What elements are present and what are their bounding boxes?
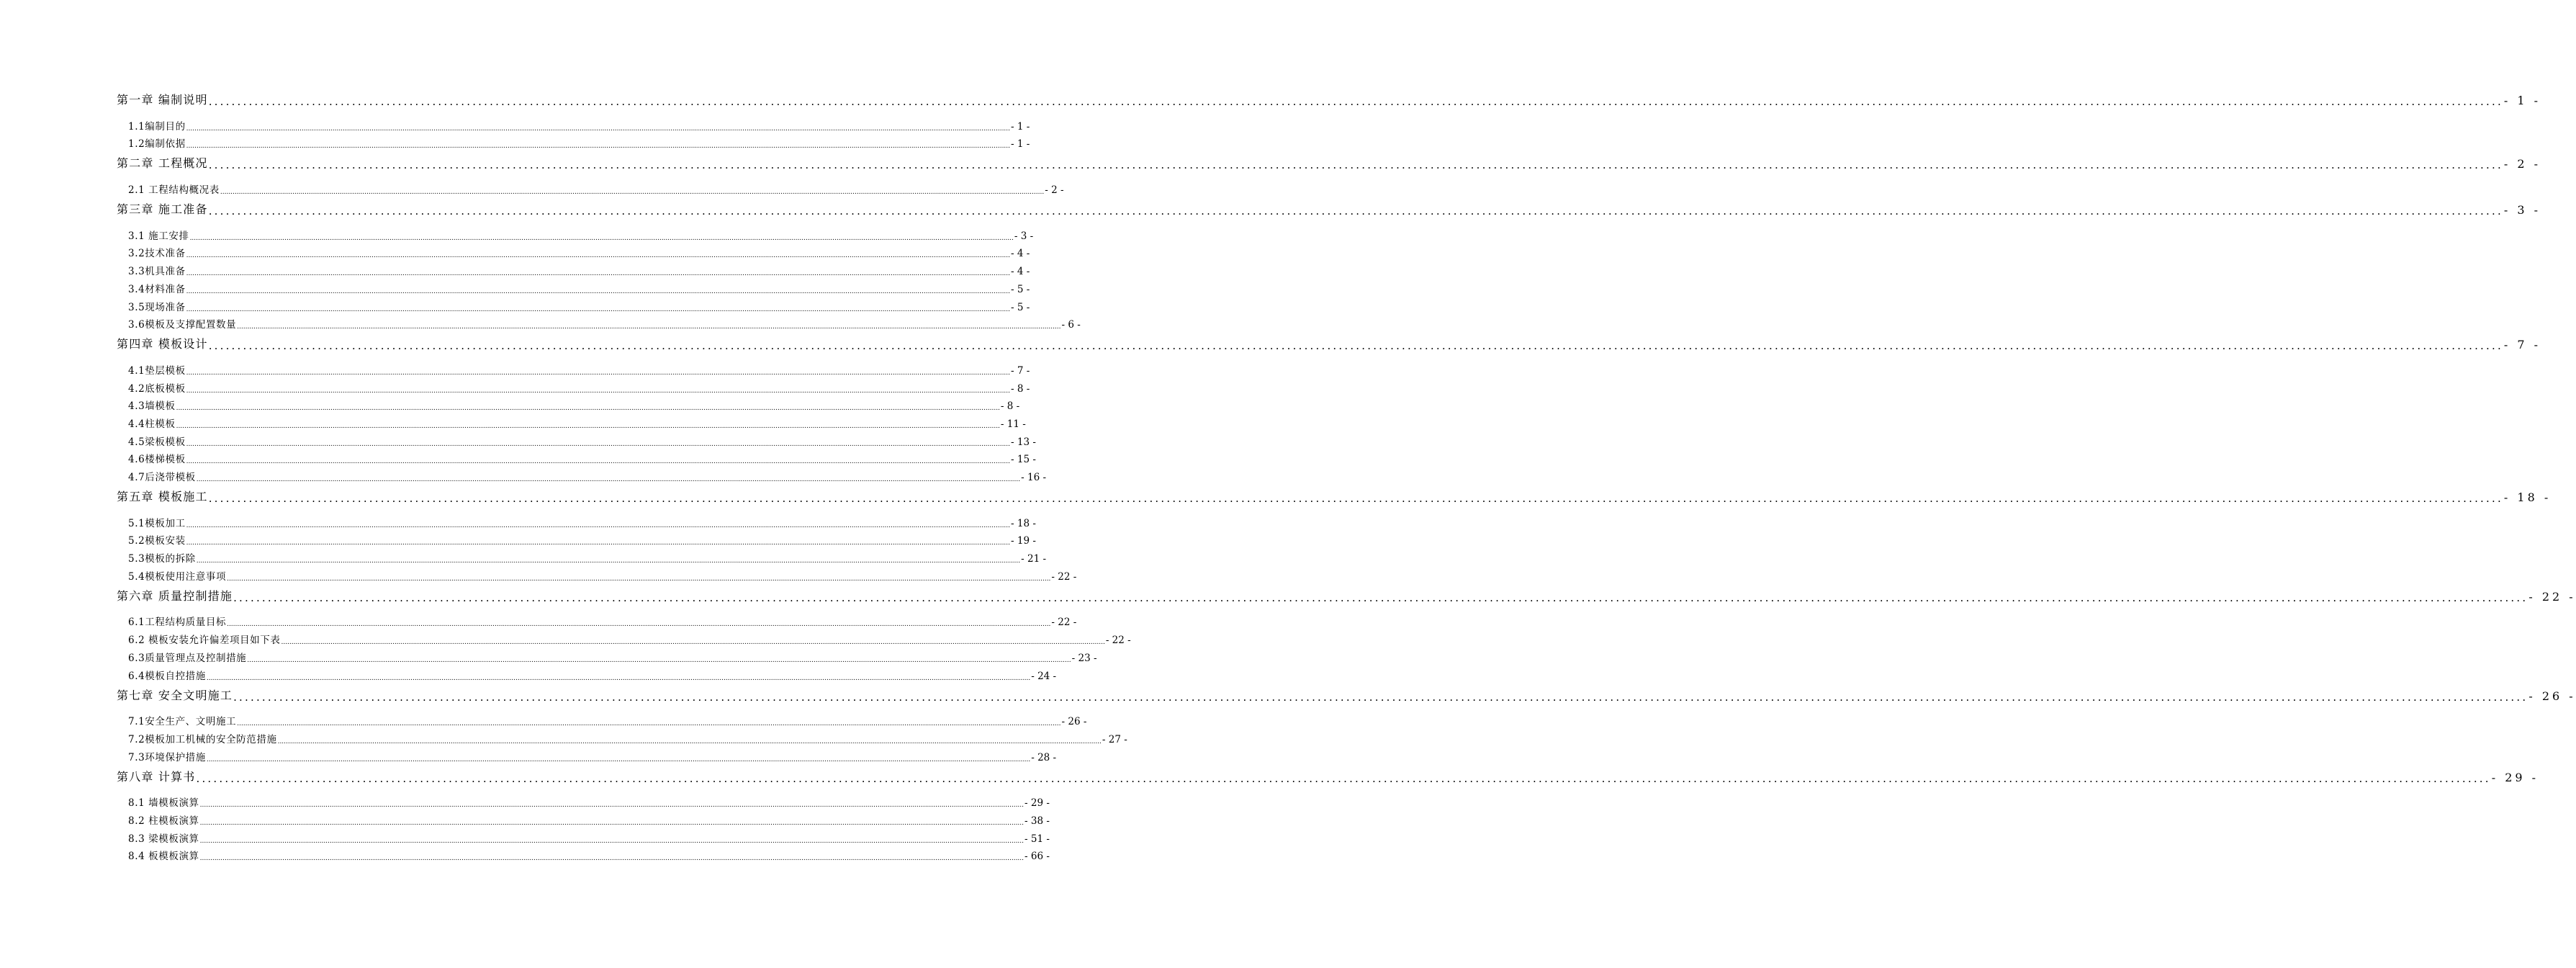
toc-entry-label: 第五章 模板施工 [117,490,208,503]
toc-entry-label: 4.6楼梯模板 [128,454,186,466]
toc-entry-page-number: - 24 - [1031,670,1057,682]
dot-leader: ................................................................................................................................................................................................................................................................................................................................................................................................................ [176,405,1000,413]
toc-entry-label: 8.2 柱模板演算 [128,815,199,827]
toc-entry-label: 第六章 质量控制措施 [117,588,233,603]
dot-leader: ................................................................................................................................................................................................................................................................................................................................................................................................................ [227,621,1051,629]
toc-entry-label: 4.4柱模板 [128,418,176,430]
toc-entry-label: 4.1垫层模板 [128,364,186,377]
toc-section-entry[interactable] [117,295,1030,313]
toc-entry-page-number: - 19 - [1011,535,1036,547]
toc-entry-page-number: - 26 - [2528,689,2576,703]
dot-leader: ................................................................................................................................................................................................................................................................................................................................................................................................................ [233,591,2528,604]
toc-entry-page-number: - 29 - [1024,797,1050,810]
toc-chapter-entry[interactable] [117,488,2552,505]
toc-section-entry[interactable] [117,809,1050,827]
toc-entry-page-number: - 6 - [1061,319,1081,331]
toc-section-entry[interactable] [117,242,1030,260]
toc-section-entry[interactable] [117,133,1030,151]
dot-leader: ................................................................................................................................................................................................................................................................................................................................................................................................................ [208,339,2503,353]
dot-leader: ................................................................................................................................................................................................................................................................................................................................................................................................................ [199,837,1024,845]
dot-leader: ................................................................................................................................................................................................................................................................................................................................................................................................................ [196,476,1021,483]
toc-entry-page-number: - 51 - [1024,833,1050,845]
toc-section-entry[interactable] [117,547,1047,565]
toc-entry-label: 7.3环境保护措施 [128,751,206,763]
dot-leader: ................................................................................................................................................................................................................................................................................................................................................................................................................ [186,458,1011,466]
dot-leader: ................................................................................................................................................................................................................................................................................................................................................................................................................ [237,720,1061,728]
dot-leader: ................................................................................................................................................................................................................................................................................................................................................................................................................ [176,422,1000,430]
toc-entry-label: 4.2底板模板 [128,382,186,395]
toc-entry-page-number: - 22 - [2528,589,2576,604]
toc-entry-page-number: - 3 - [2503,203,2541,218]
toc-entry-label: 5.1模板加工 [128,517,186,529]
dot-leader: ................................................................................................................................................................................................................................................................................................................................................................................................................ [186,440,1011,448]
toc-entry-label: 6.3质量管理点及控制措施 [128,652,247,664]
toc-entry-label: 3.5现场准备 [128,301,186,313]
dot-leader: ................................................................................................................................................................................................................................................................................................................................................................................................................ [208,95,2503,108]
toc-section-entry[interactable] [117,845,1050,863]
dot-leader: ................................................................................................................................................................................................................................................................................................................................................................................................................ [206,756,1031,763]
toc-section-entry[interactable] [117,511,1036,529]
toc-section-entry[interactable] [117,412,1026,430]
toc-entry-page-number: - 4 - [1011,248,1030,260]
toc-entry-label: 3.2技术准备 [128,248,186,260]
toc-section-entry[interactable] [117,277,1030,295]
dot-leader: ................................................................................................................................................................................................................................................................................................................................................................................................................ [186,252,1011,260]
toc-section-entry[interactable] [117,377,1030,395]
toc-chapter-entry[interactable] [117,154,2541,172]
toc-entry-label: 7.1安全生产、文明施工 [128,716,237,728]
toc-section-entry[interactable] [117,465,1047,483]
toc-entry-label: 3.1 施工安排 [128,230,189,242]
toc-section-entry[interactable] [117,565,1077,583]
toc-entry-page-number: - 1 - [2503,94,2541,107]
toc-entry-label: 5.2模板安装 [128,535,186,547]
toc-entry-label: 4.7后浇带模板 [128,472,196,483]
toc-section-entry[interactable] [117,224,1034,242]
dot-leader: ................................................................................................................................................................................................................................................................................................................................................................................................................ [237,323,1061,331]
toc-entry-page-number: - 66 - [1024,851,1050,863]
toc-section-entry[interactable] [117,430,1036,448]
toc-entry-label: 7.2模板加工机械的安全防范措施 [128,733,277,745]
toc-chapter-entry[interactable] [117,686,2576,704]
toc-section-entry[interactable] [117,710,1087,728]
toc-chapter-entry[interactable] [117,587,2576,604]
toc-entry-label: 5.4模板使用注意事项 [128,570,227,583]
toc-entry-label: 2.1 工程结构概况表 [128,184,220,197]
toc-section-entry[interactable] [117,313,1081,331]
toc-entry-page-number: - 28 - [1031,751,1057,763]
dot-leader: ................................................................................................................................................................................................................................................................................................................................................................................................................ [199,802,1024,810]
dot-leader: ................................................................................................................................................................................................................................................................................................................................................................................................................ [277,738,1102,745]
dot-leader: ................................................................................................................................................................................................................................................................................................................................................................................................................ [186,270,1011,278]
toc-entry-page-number: - 4 - [1011,266,1030,278]
dot-leader: ................................................................................................................................................................................................................................................................................................................................................................................................................ [199,855,1024,863]
toc-entry-page-number: - 27 - [1102,733,1127,745]
toc-entry-page-number: - 3 - [1014,230,1034,242]
toc-section-entry[interactable] [117,628,1131,647]
dot-leader: ................................................................................................................................................................................................................................................................................................................................................................................................................ [281,639,1105,647]
dot-leader: ................................................................................................................................................................................................................................................................................................................................................................................................................ [186,143,1011,151]
toc-entry-label: 第二章 工程概况 [117,156,208,171]
toc-entry-label: 6.2 模板安装允许偏差项目如下表 [128,635,281,647]
toc-entry-page-number: - 8 - [1000,400,1020,413]
toc-section-entry[interactable] [117,727,1127,745]
toc-entry-label: 第一章 编制说明 [117,93,208,107]
toc-entry-label: 8.1 墙模板演算 [128,797,199,810]
toc-section-entry[interactable] [117,259,1030,278]
toc-entry-page-number: - 11 - [1000,418,1026,430]
toc-section-entry[interactable] [117,395,1020,413]
toc-entry-label: 第八章 计算书 [117,769,196,784]
dot-leader: ................................................................................................................................................................................................................................................................................................................................................................................................................ [208,205,2503,218]
toc-entry-page-number: - 21 - [1021,553,1047,565]
dot-leader: ................................................................................................................................................................................................................................................................................................................................................................................................................ [186,387,1011,395]
dot-leader: ................................................................................................................................................................................................................................................................................................................................................................................................................ [186,369,1011,377]
toc-section-entry[interactable] [117,448,1036,466]
toc-entry-page-number: - 2 - [1045,184,1064,197]
toc-entry-label: 4.5梁板模板 [128,436,186,448]
dot-leader: ................................................................................................................................................................................................................................................................................................................................................................................................................ [220,189,1045,197]
dot-leader: ................................................................................................................................................................................................................................................................................................................................................................................................................ [186,539,1011,547]
table-of-contents [117,91,2576,863]
toc-entry-page-number: - 7 - [2503,338,2541,352]
toc-entry-page-number: - 1 - [1011,120,1030,133]
toc-section-entry[interactable] [117,115,1030,133]
toc-entry-page-number: - 22 - [1051,570,1077,583]
toc-section-entry[interactable] [117,827,1050,845]
toc-entry-page-number: - 7 - [1011,364,1030,377]
toc-entry-label: 第七章 安全文明施工 [117,688,233,702]
toc-entry-label: 6.1工程结构质量目标 [128,617,227,629]
toc-chapter-entry[interactable] [117,768,2539,785]
toc-section-entry[interactable] [117,664,1057,682]
toc-section-entry[interactable] [117,178,1064,197]
dot-leader: ................................................................................................................................................................................................................................................................................................................................................................................................................ [186,305,1011,313]
toc-entry-page-number: - 15 - [1011,454,1036,466]
toc-entry-page-number: - 5 - [1011,301,1030,313]
toc-entry-page-number: - 2 - [2503,157,2541,171]
toc-entry-page-number: - 18 - [2503,490,2552,504]
toc-entry-label: 3.3机具准备 [128,266,186,278]
toc-chapter-entry[interactable] [117,200,2541,218]
toc-chapter-entry[interactable] [117,91,2541,108]
toc-entry-page-number: - 23 - [1071,652,1097,664]
dot-leader: ................................................................................................................................................................................................................................................................................................................................................................................................................ [227,575,1051,583]
dot-leader: ................................................................................................................................................................................................................................................................................................................................................................................................................ [189,234,1014,242]
toc-entry-page-number: - 26 - [1061,716,1087,728]
toc-section-entry[interactable] [117,745,1057,763]
toc-entry-page-number: - 16 - [1021,472,1047,483]
dot-leader: ................................................................................................................................................................................................................................................................................................................................................................................................................ [199,819,1024,827]
toc-entry-label: 3.4材料准备 [128,283,186,295]
toc-entry-label: 8.3 梁模板演算 [128,833,199,845]
dot-leader: ................................................................................................................................................................................................................................................................................................................................................................................................................ [186,287,1011,295]
toc-section-entry[interactable] [117,359,1030,377]
toc-section-entry[interactable] [117,529,1036,547]
toc-entry-page-number: - 13 - [1011,436,1036,448]
toc-entry-label: 6.4模板自控措施 [128,670,206,682]
dot-leader: ................................................................................................................................................................................................................................................................................................................................................................................................................ [196,557,1021,565]
toc-entry-label: 第四章 模板设计 [117,337,208,351]
toc-entry-page-number: - 5 - [1011,283,1030,295]
toc-section-entry[interactable] [117,611,1077,629]
dot-leader: ................................................................................................................................................................................................................................................................................................................................................................................................................ [247,656,1071,664]
dot-leader: ................................................................................................................................................................................................................................................................................................................................................................................................................ [186,521,1011,529]
toc-entry-page-number: - 29 - [2491,770,2539,784]
toc-entry-page-number: - 18 - [1011,517,1036,529]
dot-leader: ................................................................................................................................................................................................................................................................................................................................................................................................................ [196,771,2491,785]
toc-entry-page-number: - 22 - [1051,617,1077,629]
toc-entry-page-number: - 22 - [1105,635,1131,647]
toc-entry-label: 1.2编制依据 [128,138,186,151]
toc-entry-page-number: - 8 - [1011,382,1030,395]
toc-section-entry[interactable] [117,792,1050,810]
toc-entry-label: 1.1编制目的 [128,120,186,133]
dot-leader: ................................................................................................................................................................................................................................................................................................................................................................................................................ [208,158,2503,172]
toc-entry-label: 3.6模板及支撑配置数量 [128,319,237,331]
toc-entry-page-number: - 1 - [1011,138,1030,151]
dot-leader: ................................................................................................................................................................................................................................................................................................................................................................................................................ [206,674,1031,682]
toc-entry-label: 8.4 板模板演算 [128,851,199,863]
dot-leader: ................................................................................................................................................................................................................................................................................................................................................................................................................ [233,690,2528,704]
toc-entry-page-number: - 38 - [1024,815,1050,827]
dot-leader: ................................................................................................................................................................................................................................................................................................................................................................................................................ [208,492,2503,505]
toc-entry-label: 5.3模板的拆除 [128,553,196,565]
toc-section-entry[interactable] [117,646,1097,664]
dot-leader: ................................................................................................................................................................................................................................................................................................................................................................................................................ [186,125,1011,133]
toc-chapter-entry[interactable] [117,335,2541,353]
toc-entry-label: 第三章 施工准备 [117,202,208,217]
toc-entry-label: 4.3墙模板 [128,400,176,413]
